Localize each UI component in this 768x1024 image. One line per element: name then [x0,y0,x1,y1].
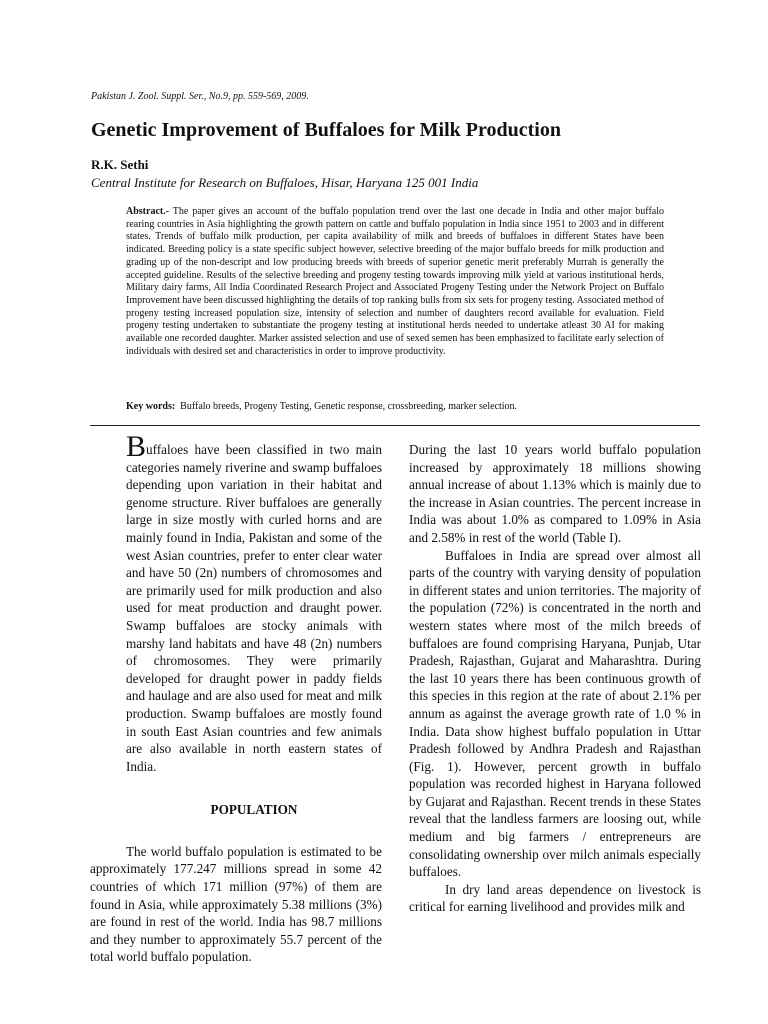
intro-paragraph [90,430,382,775]
right-column [409,441,701,916]
population-paragraph: The world buffalo population is estimated to be approximately 177.247 millions spread in some 42 countries of which 171 million (97%) of them are found in Asia, while approximately 5.38 millions (3%) are found in rest of the world. India has 98.7 millions and they number to approximately 55.7 percent of the total world buffalo population. [90,843,382,965]
abstract-label: Abstract.- [126,206,170,217]
paper-title: Genetic Improvement of Buffaloes for Milk Production [91,119,561,141]
section-heading-population: POPULATION [210,802,298,818]
journal-citation: Pakistan J. Zool. Suppl. Ser., No.9, pp. 559-569, 2009. [91,91,309,102]
left-column [90,430,382,966]
intro-text: uffaloes have been classified in two main categories namely riverine and swamp buffaloes depending upon variation in their habitat and genome structure. River buffaloes are generally large in size mostly with curled horns and are mainly found in India, Pakistan and some of the west Asian countries, prefer to enter clear water and have 50 (2n) numbers of chromosomes and are primarily used for milk production and also used for meat production and draught power. Swamp buffaloes are stocky animals with marshy land habitats and have 48 (2n) numbers of chromosomes. They were primarily developed for draught power in paddy fields and haulage and are also used for meat and milk production. Swamp buffaloes are mostly found in south East Asian countries and few animals are also available in north eastern states of India. [126,442,382,774]
drop-cap: B [126,430,147,463]
abstract-text: The paper gives an account of the buffalo population trend over the last one decade in India and other major buffalo rearing countries in Asia highlighting the growth pattern on cattle and buffalo population in India since 1951 to 2003 and in different states. Trends of buffalo milk production, per capita availability of milk and breeds of buffaloes in different States have been indicated. Breeding policy is a state specific subject however, selective breeding of the major buffalo breeds for milk production and grading up of the non-descript and low producing breeds with breeds of superior genetic merit preferably Murrah is generally the accepted guideline. Results of the selective breeding and progeny testing towards improving milk yield at various institutional herds, Military dairy farms, All India Coordinated Research Project and Associated Progeny Testing under the Network Project on Buffalo Improvement have been discussed highlighting the details of top ranking bulls from six sets for progeny testing. Associated method of progeny testing increased population size, intensity of selection and number of daughters record available for evaluation. Field progeny testing undertaken to substantiate the progeny testing at institutional herds needed to undertake atleast 30 AI for making available one recorded daughter. Marker assisted selection and use of sexed semen has been emphasized to facilitate early selection of individuals with desired set and characteristics in order to improve productivity. [126,206,664,357]
author-affiliation: Central Institute for Research on Buffaloes, Hisar, Haryana 125 001 India [91,175,479,190]
right-paragraph-3: In dry land areas dependence on livestock is critical for earning livelihood and provides milk and [409,881,701,915]
author-name: R.K. Sethi [91,157,149,172]
right-paragraph-1: During the last 10 years world buffalo population increased by approximately 18 millions showing annual increase of about 1.13% which is mainly due to the increase in Asian countries. The percent increase in India was about 1.0% as compared to 1.09% in Asia and 2.58% in rest of the world (Table I). [409,442,701,545]
abstract [126,206,664,358]
right-paragraph-2: Buffaloes in India are spread over almost all parts of the country with varying density of population in different states and union territories. The majority of the population (72%) is concentrated in the north and western states where most of the milch breeds of buffaloes are found comprising Haryana, Punjab, Utar Pradesh, Rajasthan, Gujarat and Maharashtra. During the last 10 years there has been continuous growth of this species in this region at the rate of about 2.1% per annum as against the average growth rate of 1.0 % in India. Data show highest buffalo population in Uttar Pradesh followed by Andhra Pradesh and Rajasthan (Fig. 1). However, percent growth in buffalo population was recorded highest in Haryana followed by Gujarat and Rajasthan. Recent trends in these States reveal that the landless farmers are loosing out, while medium and big farmers / entrepreneurs are consolidating ownership over milch animals especially buffaloes. [409,547,701,880]
keywords [126,401,517,412]
keywords-text: Buffalo breeds, Progeny Testing, Genetic response, crossbreeding, marker selection. [180,401,518,412]
keywords-label: Key words: [126,401,176,412]
section-divider [90,425,700,426]
